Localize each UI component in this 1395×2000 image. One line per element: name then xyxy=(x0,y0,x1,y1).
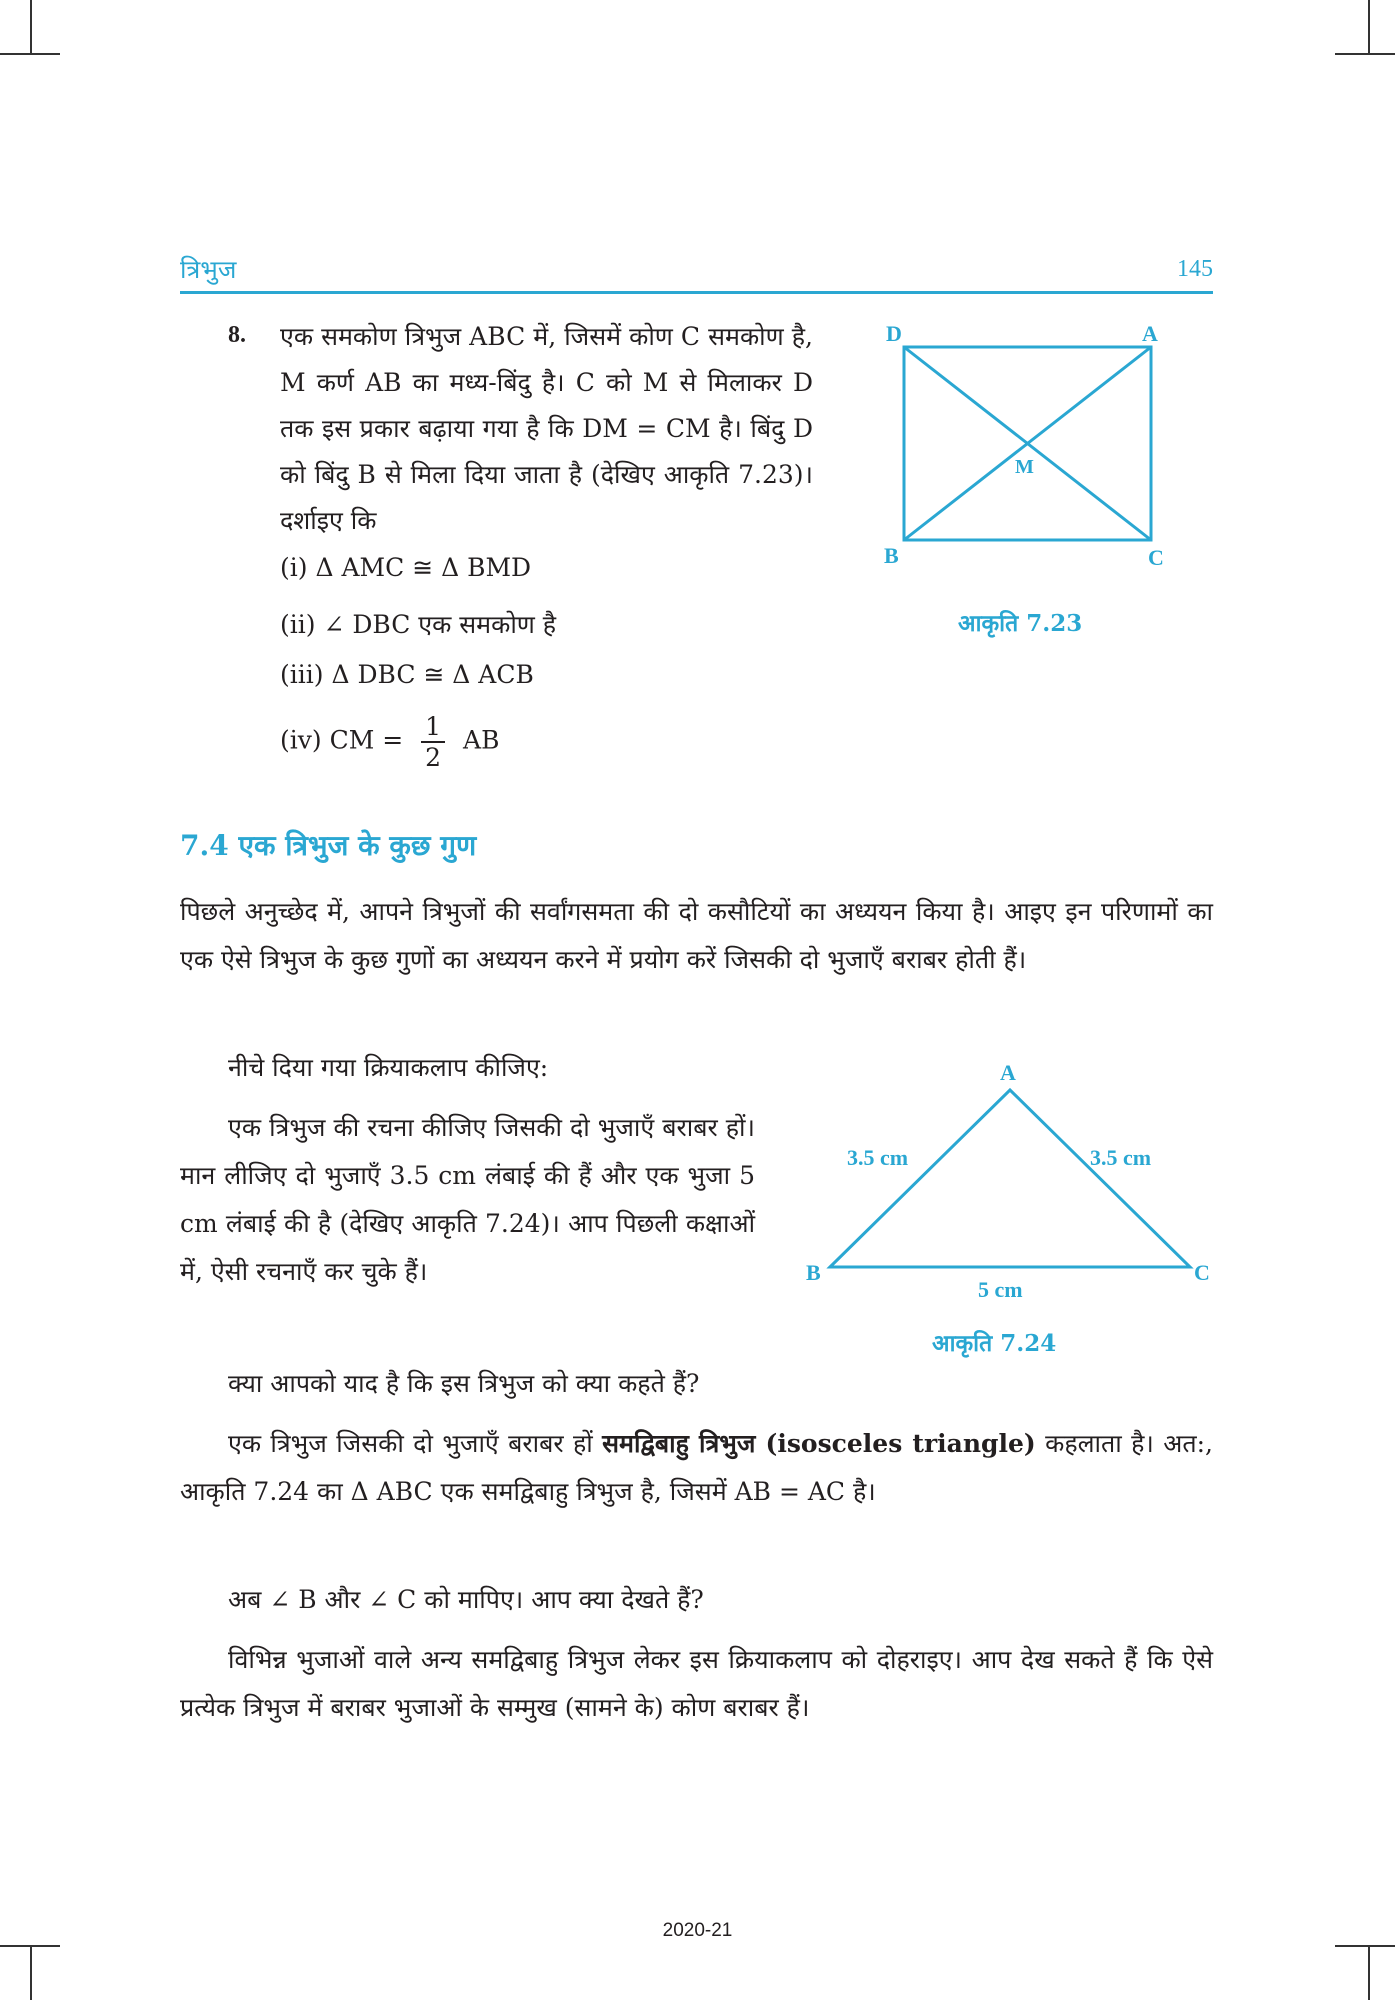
question-part-2: (ii) ∠ DBC एक समकोण है xyxy=(280,610,557,639)
header-rule xyxy=(180,291,1213,294)
paragraph-activity: नीचे दिया गया क्रियाकलाप कीजिए: xyxy=(228,1053,549,1082)
triangle-abc xyxy=(830,1090,1190,1267)
figure-7-24 xyxy=(800,1050,1220,1300)
question-part-3: (iii) Δ DBC ≅ Δ ACB xyxy=(280,660,534,689)
figure-7-23-caption: आकृति 7.23 xyxy=(958,610,1083,637)
paragraph-construction: एक त्रिभुज की रचना कीजिए जिसकी दो भुजाएँ बराबर हों। मान लीजिए दो भुजाएँ 3.5 cm लंबाई की हैं और एक भुजा 5 cm लंबाई की है (देखिए आकृति 7.24)। आप पिछली कक्षाओं में, ऐसी रचनाएँ कर चुके हैं। xyxy=(180,1113,755,1286)
label-a: A xyxy=(1142,321,1158,346)
crop-mark xyxy=(0,53,60,55)
paragraph-intro: पिछले अनुच्छेद में, आपने त्रिभुजों की सर्वांगसमता की दो कसौटियों का अध्ययन किया है। आइए इन परिणामों का एक ऐसे त्रिभुज के कुछ गुणों का अध्ययन करने में प्रयोग करें जिसकी दो भुजाएँ बराबर होती हैं। xyxy=(180,897,1213,974)
fraction-one-half xyxy=(421,712,445,772)
question-number: 8. xyxy=(228,322,246,348)
figure-7-24-caption: आकृति 7.24 xyxy=(932,1330,1057,1357)
label-side-bc: 5 cm xyxy=(978,1277,1023,1300)
paragraph-definition xyxy=(180,1420,1213,1516)
label-side-ab: 3.5 cm xyxy=(847,1145,909,1170)
page-number: 145 xyxy=(1177,256,1213,282)
question-text: एक समकोण त्रिभुज ABC में, जिसमें कोण C समकोण है, M कर्ण AB का मध्य-बिंदु है। C को M से मिलाकर D तक इस प्रकार बढ़ाया गया है कि DM = CM है। बिंदु D को बिंदु B से मिला दिया जाता है (देखिए आकृति 7.23)। दर्शाइए कि xyxy=(280,322,813,535)
section-heading: 7.4 एक त्रिभुज के कुछ गुण xyxy=(180,829,477,862)
question-part-1: (i) Δ AMC ≅ Δ BMD xyxy=(280,553,532,582)
label-b: B xyxy=(806,1260,821,1285)
label-b: B xyxy=(884,543,899,568)
label-a: A xyxy=(1000,1060,1016,1085)
paragraph-question: क्या आपको याद है कि इस त्रिभुज को क्या कहते हैं? xyxy=(228,1369,700,1398)
question-part-4 xyxy=(280,712,499,772)
label-c: C xyxy=(1148,545,1164,570)
definition-text-b: कहलाता है। अत:, आकृति 7.24 का Δ ABC एक समद्विबाहु त्रिभुज है, जिसमें AB = AC है। xyxy=(180,1429,1213,1506)
figure-7-23 xyxy=(870,305,1170,575)
crop-mark xyxy=(30,1945,32,2000)
label-c: C xyxy=(1194,1260,1210,1285)
definition-text-a: एक त्रिभुज जिसकी दो भुजाएँ बराबर हों xyxy=(228,1429,593,1458)
label-d: D xyxy=(886,321,902,346)
crop-mark xyxy=(30,0,32,55)
paragraph-repeat: विभिन्न भुजाओं वाले अन्य समद्विबाहु त्रिभुज लेकर इस क्रियाकलाप को दोहराइए। आप देख सकते हैं कि ऐसे प्रत्येक त्रिभुज में बराबर भुजाओं के सम्मुख (सामने के) कोण बराबर हैं। xyxy=(180,1645,1213,1722)
part4-prefix: (iv) CM = xyxy=(280,725,404,755)
crop-mark xyxy=(0,1945,60,1947)
label-m: M xyxy=(1015,456,1034,478)
fraction-numerator: 1 xyxy=(421,712,445,743)
label-side-ac: 3.5 cm xyxy=(1090,1145,1152,1170)
crop-mark xyxy=(1335,1945,1395,1947)
part4-suffix: AB xyxy=(463,725,500,755)
crop-mark xyxy=(1368,1945,1370,2000)
paragraph-measure: अब ∠ B और ∠ C को मापिए। आप क्या देखते हैं? xyxy=(228,1585,704,1614)
crop-mark xyxy=(1368,0,1370,55)
definition-term: समद्विबाहु त्रिभुज (isosceles triangle) xyxy=(602,1429,1036,1458)
footer-year: 2020-21 xyxy=(662,1920,733,1941)
chapter-title: त्रिभुज xyxy=(180,255,237,284)
fraction-denominator: 2 xyxy=(425,743,442,772)
crop-mark xyxy=(1335,53,1395,55)
